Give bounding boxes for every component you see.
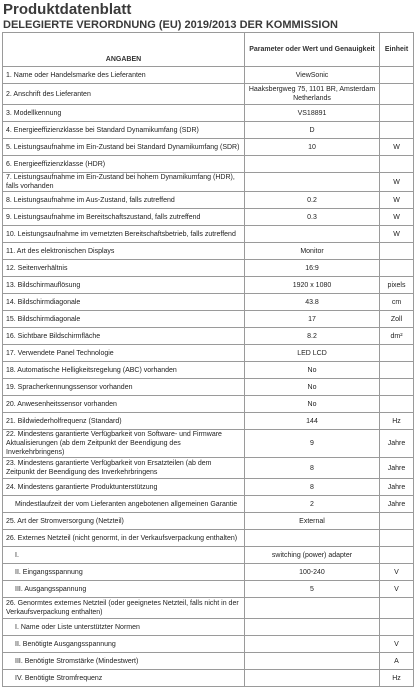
- row-value: 5: [245, 581, 380, 598]
- row-label: 7. Leistungsaufnahme im Ein-Zustand bei hohem Dynamikumfang (HDR), falls vorhanden: [3, 173, 245, 192]
- table-row: [3, 413, 414, 430]
- row-unit: [380, 105, 414, 122]
- table-row: [3, 653, 414, 670]
- row-value: [245, 173, 380, 192]
- table-row: [3, 479, 414, 496]
- row-label: III. Benötigte Stromstärke (Mindestwert): [3, 653, 245, 670]
- table-row: [3, 67, 414, 84]
- row-unit: Zoll: [380, 311, 414, 328]
- row-unit: W: [380, 173, 414, 192]
- table-row: [3, 105, 414, 122]
- row-unit: [380, 84, 414, 105]
- table-row: [3, 379, 414, 396]
- table-row: [3, 209, 414, 226]
- table-row: [3, 226, 414, 243]
- table-row: [3, 139, 414, 156]
- row-label: 9. Leistungsaufnahme im Bereitschaftszustand, falls zutreffend: [3, 209, 245, 226]
- row-label: 26. Externes Netzteil (nicht genormt, in der Verkaufsverpackung enthalten): [3, 530, 245, 547]
- row-value: [245, 530, 380, 547]
- row-unit: [380, 362, 414, 379]
- row-label: Mindestlaufzeit der vom Lieferanten angebotenen allgemeinen Garantie: [3, 496, 245, 513]
- row-value: VS18891: [245, 105, 380, 122]
- row-value: [245, 226, 380, 243]
- row-value: 0.2: [245, 192, 380, 209]
- row-unit: W: [380, 226, 414, 243]
- table-row: [3, 84, 414, 105]
- row-value: [245, 653, 380, 670]
- row-label: 19. Spracherkennungssensor vorhanden: [3, 379, 245, 396]
- row-unit: [380, 243, 414, 260]
- row-unit: [380, 345, 414, 362]
- row-unit: [380, 67, 414, 84]
- row-value: 8: [245, 479, 380, 496]
- table-row: [3, 294, 414, 311]
- row-value: D: [245, 122, 380, 139]
- row-value: switching (power) adapter: [245, 547, 380, 564]
- row-value: 100-240: [245, 564, 380, 581]
- row-value: 16:9: [245, 260, 380, 277]
- row-unit: W: [380, 192, 414, 209]
- row-label: 2. Anschrift des Lieferanten: [3, 84, 245, 105]
- row-label: IV. Benötigte Stromfrequenz: [3, 670, 245, 687]
- row-value: 8: [245, 458, 380, 479]
- table-row: [3, 260, 414, 277]
- row-label: 23. Mindestens garantierte Verfügbarkeit von Ersatzteilen (ab dem Zeitpunkt der Beendigung des Inverkehrbringens: [3, 458, 245, 479]
- row-unit: Jahre: [380, 479, 414, 496]
- row-unit: Hz: [380, 413, 414, 430]
- row-label: 8. Leistungsaufnahme im Aus-Zustand, falls zutreffend: [3, 192, 245, 209]
- table-row: [3, 156, 414, 173]
- row-label: 17. Verwendete Panel Technologie: [3, 345, 245, 362]
- row-value: No: [245, 379, 380, 396]
- row-value: 8.2: [245, 328, 380, 345]
- row-label: 5. Leistungsaufnahme im Ein-Zustand bei Standard Dynamikumfang (SDR): [3, 139, 245, 156]
- row-label: 22. Mindestens garantierte Verfügbarkeit von Software- und Firmware Aktualisierungen (ab dem Zeitpunkt der Beendigung des Inverkehrbringens): [3, 430, 245, 458]
- row-value: [245, 598, 380, 619]
- row-unit: V: [380, 636, 414, 653]
- row-label: II. Eingangsspannung: [3, 564, 245, 581]
- row-label: 4. Energieeffizienzklasse bei Standard Dynamikumfang (SDR): [3, 122, 245, 139]
- row-label: 26. Genormtes externes Netzteil (oder geeignetes Netzteil, falls nicht in der Verkaufsverpackung enthalten): [3, 598, 245, 619]
- row-value: Haaksbergweg 75, 1101 BR, Amsterdam Netherlands: [245, 84, 380, 105]
- row-value: [245, 156, 380, 173]
- row-label: 10. Leistungsaufnahme im vernetzten Bereitschaftsbetrieb, falls zutreffend: [3, 226, 245, 243]
- row-value: Monitor: [245, 243, 380, 260]
- row-label: 20. Anwesenheitssensor vorhanden: [3, 396, 245, 413]
- table-row: [3, 430, 414, 458]
- row-unit: W: [380, 139, 414, 156]
- row-label: I.: [3, 547, 245, 564]
- row-unit: Hz: [380, 670, 414, 687]
- regulation-subtitle: DELEGIERTE VERORDNUNG (EU) 2019/2013 DER KOMMISSION: [3, 19, 338, 31]
- table-row: [3, 396, 414, 413]
- row-value: 1920 x 1080: [245, 277, 380, 294]
- row-label: 12. Seitenverhältnis: [3, 260, 245, 277]
- row-label: 15. Bildschirmdiagonale: [3, 311, 245, 328]
- header-angaben: ANGABEN: [3, 33, 245, 67]
- table-row: [3, 530, 414, 547]
- row-value: [245, 619, 380, 636]
- table-row: [3, 581, 414, 598]
- row-label: III. Ausgangsspannung: [3, 581, 245, 598]
- row-label: I. Name oder Liste unterstützter Normen: [3, 619, 245, 636]
- row-value: 2: [245, 496, 380, 513]
- row-unit: V: [380, 564, 414, 581]
- row-value: LED LCD: [245, 345, 380, 362]
- row-value: 0.3: [245, 209, 380, 226]
- table-row: [3, 277, 414, 294]
- table-row: [3, 345, 414, 362]
- page-title: Produktdatenblatt: [3, 1, 132, 18]
- row-label: 1. Name oder Handelsmarke des Lieferanten: [3, 67, 245, 84]
- row-unit: [380, 260, 414, 277]
- row-unit: V: [380, 581, 414, 598]
- row-label: 13. Bildschirmauflösung: [3, 277, 245, 294]
- row-value: 17: [245, 311, 380, 328]
- row-label: 11. Art des elektronischen Displays: [3, 243, 245, 260]
- row-unit: [380, 379, 414, 396]
- row-unit: Jahre: [380, 430, 414, 458]
- row-unit: pixels: [380, 277, 414, 294]
- row-label: 3. Modellkennung: [3, 105, 245, 122]
- row-unit: [380, 530, 414, 547]
- row-value: [245, 670, 380, 687]
- table-row: [3, 192, 414, 209]
- table-row: [3, 670, 414, 687]
- table-row: [3, 636, 414, 653]
- table-row: [3, 362, 414, 379]
- row-label: 25. Art der Stromversorgung (Netzteil): [3, 513, 245, 530]
- row-label: 18. Automatische Helligkeitsregelung (ABC) vorhanden: [3, 362, 245, 379]
- row-unit: [380, 156, 414, 173]
- row-label: II. Benötigte Ausgangsspannung: [3, 636, 245, 653]
- table-row: [3, 513, 414, 530]
- row-label: 16. Sichtbare Bildschirmfläche: [3, 328, 245, 345]
- row-unit: W: [380, 209, 414, 226]
- row-unit: Jahre: [380, 496, 414, 513]
- product-data-table: [2, 32, 414, 687]
- table-row: [3, 496, 414, 513]
- row-unit: [380, 598, 414, 619]
- row-unit: A: [380, 653, 414, 670]
- table-row: [3, 547, 414, 564]
- row-label: 6. Energieeffizienzklasse (HDR): [3, 156, 245, 173]
- row-value: 144: [245, 413, 380, 430]
- row-value: 9: [245, 430, 380, 458]
- row-value: External: [245, 513, 380, 530]
- table-row: [3, 619, 414, 636]
- table-header-row: [3, 33, 414, 67]
- row-unit: [380, 122, 414, 139]
- table-row: [3, 173, 414, 192]
- header-einheit: Einheit: [380, 33, 414, 67]
- row-unit: [380, 396, 414, 413]
- table-row: [3, 243, 414, 260]
- row-value: [245, 636, 380, 653]
- row-unit: [380, 619, 414, 636]
- table-row: [3, 328, 414, 345]
- row-unit: [380, 547, 414, 564]
- row-value: No: [245, 396, 380, 413]
- row-label: 24. Mindestens garantierte Produktunterstützung: [3, 479, 245, 496]
- row-label: 21. Bildwiederholfrequenz (Standard): [3, 413, 245, 430]
- row-unit: Jahre: [380, 458, 414, 479]
- table-row: [3, 598, 414, 619]
- row-unit: [380, 513, 414, 530]
- row-label: 14. Bildschirmdiagonale: [3, 294, 245, 311]
- table-row: [3, 564, 414, 581]
- row-unit: cm: [380, 294, 414, 311]
- row-value: ViewSonic: [245, 67, 380, 84]
- table-row: [3, 458, 414, 479]
- row-value: 10: [245, 139, 380, 156]
- row-value: No: [245, 362, 380, 379]
- row-unit: dm²: [380, 328, 414, 345]
- row-value: 43.8: [245, 294, 380, 311]
- header-parameter: Parameter oder Wert und Genauigkeit: [245, 33, 380, 67]
- table-row: [3, 122, 414, 139]
- table-row: [3, 311, 414, 328]
